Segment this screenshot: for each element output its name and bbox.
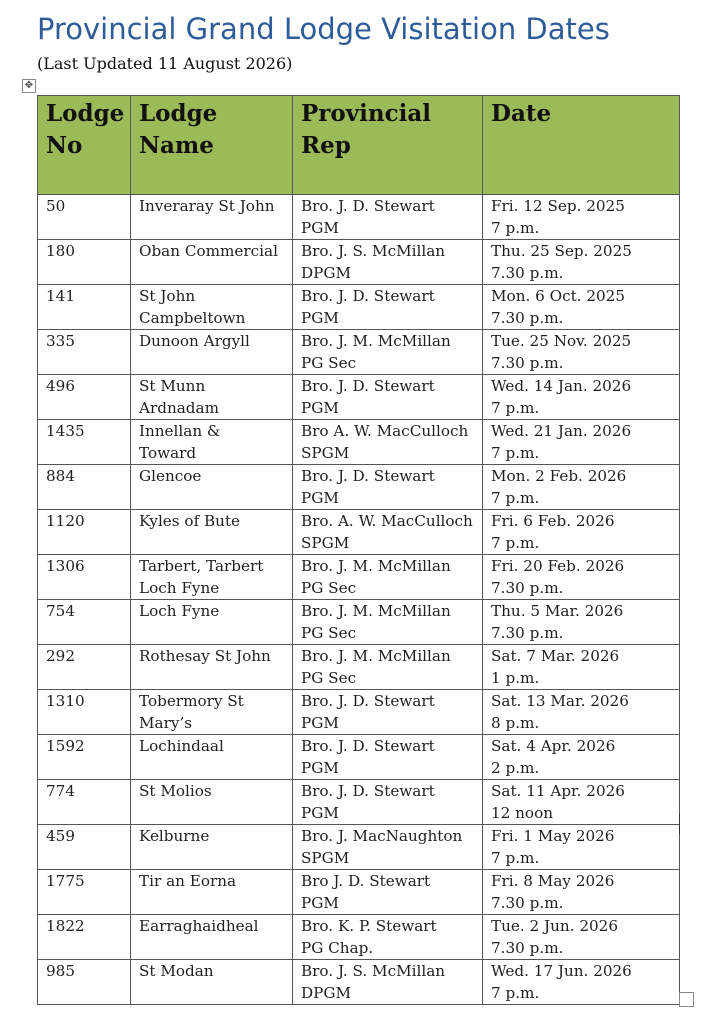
cell-provincial-rep[interactable]: [293, 735, 483, 780]
cell-lodge-no[interactable]: [38, 690, 131, 735]
cell-text: Oban Commercial: [139, 242, 278, 260]
cell-text: Kyles of Bute: [139, 512, 241, 530]
cell-date[interactable]: [483, 735, 680, 780]
cell-text: Thu. 25 Sep. 2025: [491, 242, 632, 260]
header-provincial-rep: [293, 96, 483, 195]
cell-text: 7.30 p.m.: [491, 354, 564, 372]
cell-lodge-name[interactable]: [131, 645, 293, 690]
cell-lodge-no[interactable]: [38, 960, 131, 1005]
cell-provincial-rep[interactable]: [293, 870, 483, 915]
cell-text: Sat. 11 Apr. 2026: [491, 782, 625, 800]
cell-text: SPGM: [301, 534, 350, 552]
cell-provincial-rep[interactable]: [293, 510, 483, 555]
cell-date[interactable]: [483, 600, 680, 645]
cell-text: Bro. J. M. McMillan: [301, 332, 451, 350]
cell-text: 1306: [46, 557, 85, 575]
table-row: [38, 825, 680, 870]
cell-text: 7.30 p.m.: [491, 309, 564, 327]
cell-text: Sat. 4 Apr. 2026: [491, 737, 616, 755]
cell-text: Mary’s: [139, 714, 193, 732]
table-row: [38, 240, 680, 285]
cell-lodge-name[interactable]: [131, 240, 293, 285]
cell-text: Bro. K. P. Stewart: [301, 917, 437, 935]
cell-lodge-name[interactable]: [131, 600, 293, 645]
cell-date[interactable]: [483, 555, 680, 600]
cell-lodge-name[interactable]: [131, 690, 293, 735]
cell-text: [139, 892, 284, 914]
cell-text: 180: [46, 242, 75, 260]
cell-text: 7 p.m.: [491, 489, 540, 507]
table-row: [38, 195, 680, 240]
cell-text: SPGM: [301, 849, 350, 867]
cell-text: 774: [46, 782, 75, 800]
cell-text: Earraghaidheal: [139, 917, 259, 935]
cell-text: PGM: [301, 489, 339, 507]
cell-lodge-no[interactable]: [38, 375, 131, 420]
header-text: No: [46, 132, 83, 159]
cell-date[interactable]: [483, 375, 680, 420]
cell-text: Tir an Eorna: [139, 872, 237, 890]
cell-lodge-name[interactable]: [131, 960, 293, 1005]
cell-text: 496: [46, 377, 75, 395]
cell-text: DPGM: [301, 264, 352, 282]
cell-lodge-no[interactable]: [38, 870, 131, 915]
table-row: [38, 870, 680, 915]
cell-text: Campbeltown: [139, 309, 246, 327]
cell-text: Dunoon Argyll: [139, 332, 250, 350]
cell-text: 1310: [46, 692, 85, 710]
cell-lodge-no[interactable]: [38, 420, 131, 465]
cell-text: [139, 802, 284, 824]
table-row: [38, 960, 680, 1005]
cell-text: Sat. 13 Mar. 2026: [491, 692, 629, 710]
header-date: [483, 96, 680, 195]
cell-text: [139, 757, 284, 779]
cell-text: 12 noon: [491, 804, 554, 822]
cell-lodge-no[interactable]: [38, 330, 131, 375]
cell-text: 1592: [46, 737, 85, 755]
cell-date[interactable]: [483, 780, 680, 825]
cell-text: Bro. J. S. McMillan: [301, 242, 446, 260]
cell-text: PGM: [301, 309, 339, 327]
cell-text: Mon. 2 Feb. 2026: [491, 467, 627, 485]
header-text: Provincial: [301, 100, 431, 127]
cell-text: Bro. J. M. McMillan: [301, 647, 451, 665]
cell-date[interactable]: [483, 960, 680, 1005]
cell-lodge-no[interactable]: [38, 195, 131, 240]
table-row: [38, 780, 680, 825]
cell-text: 1822: [46, 917, 85, 935]
cell-text: 1120: [46, 512, 85, 530]
cell-text: Tobermory St: [139, 692, 244, 710]
cell-provincial-rep[interactable]: [293, 420, 483, 465]
cell-provincial-rep[interactable]: [293, 375, 483, 420]
cell-text: Bro. J. D. Stewart: [301, 377, 435, 395]
cell-text: Innellan &: [139, 422, 221, 440]
cell-date[interactable]: [483, 645, 680, 690]
table-row: [38, 465, 680, 510]
header-text: Lodge: [46, 100, 125, 127]
cell-provincial-rep[interactable]: [293, 285, 483, 330]
cell-text: SPGM: [301, 444, 350, 462]
cell-lodge-no[interactable]: [38, 600, 131, 645]
cell-text: [139, 847, 284, 869]
cell-text: PG Sec: [301, 669, 357, 687]
cell-lodge-no[interactable]: [38, 645, 131, 690]
header-lodge-no: [38, 96, 131, 195]
table-header-row: [38, 96, 680, 195]
cell-text: Wed. 14 Jan. 2026: [491, 377, 632, 395]
cell-date[interactable]: [483, 330, 680, 375]
cell-lodge-no[interactable]: [38, 780, 131, 825]
cell-date[interactable]: [483, 510, 680, 555]
cell-text: [139, 487, 284, 509]
cell-text: Bro A. W. MacCulloch: [301, 422, 469, 440]
cell-lodge-name[interactable]: [131, 375, 293, 420]
table-row: [38, 510, 680, 555]
cell-text: 7 p.m.: [491, 444, 540, 462]
cell-text: Wed. 21 Jan. 2026: [491, 422, 632, 440]
cell-provincial-rep[interactable]: [293, 690, 483, 735]
cell-date[interactable]: [483, 465, 680, 510]
cell-text: Tue. 25 Nov. 2025: [491, 332, 632, 350]
cell-text: Rothesay St John: [139, 647, 271, 665]
cell-text: Thu. 5 Mar. 2026: [491, 602, 624, 620]
cell-text: Bro. J. MacNaughton: [301, 827, 463, 845]
cell-lodge-name[interactable]: [131, 195, 293, 240]
cell-text: 7.30 p.m.: [491, 264, 564, 282]
cell-text: Bro. A. W. MacCulloch: [301, 512, 473, 530]
cell-provincial-rep[interactable]: [293, 780, 483, 825]
cell-text: [139, 622, 284, 644]
cell-provincial-rep[interactable]: [293, 600, 483, 645]
cell-provincial-rep[interactable]: [293, 240, 483, 285]
cell-provincial-rep[interactable]: [293, 330, 483, 375]
cell-lodge-name[interactable]: [131, 510, 293, 555]
cell-text: DPGM: [301, 984, 352, 1002]
cell-text: 1435: [46, 422, 85, 440]
cell-text: Toward: [139, 444, 197, 462]
cell-text: Fri. 20 Feb. 2026: [491, 557, 625, 575]
cell-lodge-no[interactable]: [38, 285, 131, 330]
cell-date[interactable]: [483, 870, 680, 915]
cell-text: Fri. 12 Sep. 2025: [491, 197, 625, 215]
cell-lodge-name[interactable]: [131, 555, 293, 600]
cell-text: 7 p.m.: [491, 399, 540, 417]
cell-text: Sat. 7 Mar. 2026: [491, 647, 620, 665]
cell-text: Bro. J. D. Stewart: [301, 737, 435, 755]
cell-date[interactable]: [483, 240, 680, 285]
cell-lodge-no[interactable]: [38, 735, 131, 780]
table-row: [38, 600, 680, 645]
cell-text: [139, 667, 284, 689]
cell-text: 335: [46, 332, 75, 350]
cell-date[interactable]: [483, 690, 680, 735]
cell-text: St Munn: [139, 377, 206, 395]
table-row: [38, 735, 680, 780]
cell-text: Fri. 1 May 2026: [491, 827, 615, 845]
cell-text: 7 p.m.: [491, 534, 540, 552]
cell-lodge-name[interactable]: [131, 780, 293, 825]
text-cursor: [679, 814, 680, 834]
cell-lodge-name[interactable]: [131, 285, 293, 330]
cell-text: Bro. J. M. McMillan: [301, 557, 451, 575]
page-title: Provincial Grand Lodge Visitation Dates: [37, 12, 610, 46]
cell-text: 884: [46, 467, 75, 485]
cell-provincial-rep[interactable]: [293, 915, 483, 960]
cell-text: Ardnadam: [139, 399, 219, 417]
cell-lodge-no[interactable]: [38, 555, 131, 600]
table-resize-handle[interactable]: [679, 992, 694, 1007]
last-updated-note: (Last Updated 11 August 2026): [37, 54, 293, 73]
header-lodge-name: [131, 96, 293, 195]
cell-text: St Molios: [139, 782, 212, 800]
cell-lodge-name[interactable]: [131, 465, 293, 510]
cell-text: 7.30 p.m.: [491, 579, 564, 597]
table-row: [38, 690, 680, 735]
cell-text: Bro. J. D. Stewart: [301, 467, 435, 485]
cell-text: Lochindaal: [139, 737, 224, 755]
cell-lodge-name[interactable]: [131, 825, 293, 870]
cell-text: Glencoe: [139, 467, 202, 485]
cell-text: 1 p.m.: [491, 669, 540, 687]
cell-text: 7.30 p.m.: [491, 894, 564, 912]
cell-text: 7 p.m.: [491, 219, 540, 237]
cell-text: Bro. J. D. Stewart: [301, 197, 435, 215]
cell-provincial-rep[interactable]: [293, 465, 483, 510]
cell-text: Tarbert, Tarbert: [139, 557, 264, 575]
cell-text: 459: [46, 827, 75, 845]
cell-lodge-no[interactable]: [38, 465, 131, 510]
cell-text: Fri. 6 Feb. 2026: [491, 512, 615, 530]
visitation-table: [37, 95, 680, 1005]
header-text: Date: [491, 100, 552, 127]
header-text: Rep: [301, 132, 351, 159]
header-text: Lodge: [139, 100, 218, 127]
cell-text: Bro J. D. Stewart: [301, 872, 431, 890]
cell-text: PG Chap.: [301, 939, 374, 957]
cell-text: PG Sec: [301, 579, 357, 597]
cell-text: Bro. J. M. McMillan: [301, 602, 451, 620]
cell-text: Inveraray St John: [139, 197, 275, 215]
cell-text: Loch Fyne: [139, 602, 220, 620]
cell-lodge-name[interactable]: [131, 735, 293, 780]
cell-lodge-name[interactable]: [131, 330, 293, 375]
cell-text: 7.30 p.m.: [491, 939, 564, 957]
cell-text: [139, 937, 284, 959]
cell-provincial-rep[interactable]: [293, 195, 483, 240]
cell-lodge-name[interactable]: [131, 915, 293, 960]
cell-text: [139, 352, 284, 374]
table-row: [38, 375, 680, 420]
cell-text: PGM: [301, 759, 339, 777]
cell-text: 50: [46, 197, 66, 215]
cell-text: [139, 532, 284, 554]
cell-text: 8 p.m.: [491, 714, 540, 732]
cell-text: PG Sec: [301, 354, 357, 372]
header-text: Name: [139, 132, 214, 159]
table-row: [38, 645, 680, 690]
cell-provincial-rep[interactable]: [293, 960, 483, 1005]
cell-text: Kelburne: [139, 827, 210, 845]
table-move-handle-icon[interactable]: ✥: [22, 79, 36, 93]
cell-text: 754: [46, 602, 75, 620]
cell-text: St John: [139, 287, 196, 305]
cell-lodge-no[interactable]: [38, 240, 131, 285]
cell-text: Bro. J. D. Stewart: [301, 692, 435, 710]
cell-text: PG Sec: [301, 624, 357, 642]
cell-text: 7.30 p.m.: [491, 624, 564, 642]
cell-text: 985: [46, 962, 75, 980]
cell-text: PGM: [301, 399, 339, 417]
table-row: [38, 915, 680, 960]
cell-date[interactable]: [483, 915, 680, 960]
cell-text: 1775: [46, 872, 85, 890]
cell-text: 141: [46, 287, 75, 305]
cell-text: PGM: [301, 219, 339, 237]
cell-text: [139, 217, 284, 239]
cell-text: 7 p.m.: [491, 849, 540, 867]
table-row: [38, 285, 680, 330]
cell-lodge-no[interactable]: [38, 510, 131, 555]
cell-provincial-rep[interactable]: [293, 825, 483, 870]
cell-provincial-rep[interactable]: [293, 645, 483, 690]
cell-lodge-no[interactable]: [38, 825, 131, 870]
table-row: [38, 555, 680, 600]
cell-text: 292: [46, 647, 75, 665]
cell-text: 2 p.m.: [491, 759, 540, 777]
cell-text: Fri. 8 May 2026: [491, 872, 615, 890]
cell-lodge-name[interactable]: [131, 420, 293, 465]
cell-text: Wed. 17 Jun. 2026: [491, 962, 632, 980]
cell-text: Tue. 2 Jun. 2026: [491, 917, 619, 935]
table-body: [38, 195, 680, 1005]
header-text: [491, 130, 671, 162]
cell-text: [139, 262, 284, 284]
cell-text: PGM: [301, 894, 339, 912]
cell-lodge-no[interactable]: [38, 915, 131, 960]
cell-text: PGM: [301, 714, 339, 732]
cell-provincial-rep[interactable]: [293, 555, 483, 600]
cell-text: Loch Fyne: [139, 579, 220, 597]
table-row: [38, 330, 680, 375]
cell-text: [139, 982, 284, 1004]
cell-text: St Modan: [139, 962, 214, 980]
cell-date[interactable]: [483, 420, 680, 465]
cell-text: Bro. J. S. McMillan: [301, 962, 446, 980]
cell-text: 7 p.m.: [491, 984, 540, 1002]
cell-text: Bro. J. D. Stewart: [301, 287, 435, 305]
cell-date[interactable]: [483, 825, 680, 870]
cell-text: Mon. 6 Oct. 2025: [491, 287, 625, 305]
cell-lodge-name[interactable]: [131, 870, 293, 915]
cell-date[interactable]: [483, 195, 680, 240]
cell-date[interactable]: [483, 285, 680, 330]
cell-text: Bro. J. D. Stewart: [301, 782, 435, 800]
cell-text: PGM: [301, 804, 339, 822]
table-row: [38, 420, 680, 465]
